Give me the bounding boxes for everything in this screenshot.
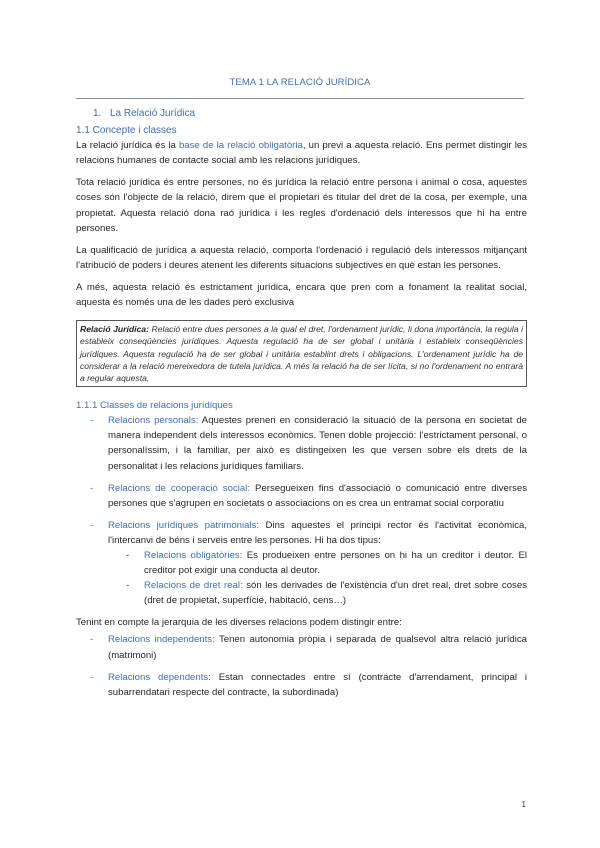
list-item-text: Dins aquestes el principi rector és l'activitat econòmica, l'intercanvi de béns i serveis entre les persones. Hi ha dos tipus: <box>108 519 528 546</box>
page-title: TEMA 1 LA RELACIÓ JURÍDICA <box>229 77 371 88</box>
sub-list-item-label: Relacions de dret real: <box>144 580 243 592</box>
section-title: La Relació Jurídica <box>110 108 196 119</box>
paragraph-1-after: , un previ a aquesta relació. Ens permet distingir les relacions humanes de contacte social amb les relacions jurídiques. <box>76 140 527 167</box>
hierarchy-list <box>76 632 527 699</box>
section-number: 1. <box>93 108 102 119</box>
highlight-link: base de la relació obligatòria <box>178 140 303 152</box>
list-item-label: Relacions independents: <box>108 634 215 646</box>
list-item-text: Tenen autonomia pròpia i separada de qualsevol altra relació jurídica (matrimoni) <box>108 634 527 661</box>
list-item-text: Estan connectades entre sí (contracte d'arrendament, principal i subarrendatari respecte del contracte, la subordinada) <box>108 671 527 698</box>
list-item-label: Relacions personals: <box>108 415 199 427</box>
list-item <box>76 518 527 609</box>
list-item-label: Relacions jurídiques patrimonials: <box>108 519 260 531</box>
page-number: 1 <box>521 800 526 809</box>
dash-bullet-icon: - <box>90 482 94 494</box>
dash-bullet-icon: - <box>90 415 94 427</box>
subsection-heading-1-1: 1.1 Concepte i classes <box>76 125 177 137</box>
patrimonial-types-list <box>108 548 527 608</box>
sub-list-item <box>108 548 527 578</box>
list-item-text: Persegueixen fins d'associació o comunicació entre diverses persones que s'agrupen en societats o associacions on es crea un entramat social corporatiu <box>108 482 528 509</box>
subsection-heading-1-1-1: 1.1.1 Classes de relacions jurídiques <box>76 400 233 412</box>
definition-term: Relació Jurídica: <box>80 324 149 335</box>
list-item <box>76 632 527 662</box>
section-heading-1 <box>76 106 527 121</box>
sub-list-item-text: Es produeixen entre persones on hi ha un creditor i deutor. El creditor pot exigir una conducta al deutor. <box>144 549 527 577</box>
list-item-label: Relacions de cooperació social: <box>108 482 251 494</box>
dash-bullet-icon: - <box>90 634 94 646</box>
dash-bullet-icon: - <box>126 549 130 561</box>
title-divider <box>76 98 524 99</box>
list-item <box>76 670 527 700</box>
sub-list-item-label: Relacions obligatòries: <box>144 549 243 561</box>
paragraph-1-before: La relació jurídica és la <box>76 140 179 152</box>
definition-box <box>76 320 527 387</box>
list-item <box>76 413 527 473</box>
dash-bullet-icon: - <box>90 671 94 683</box>
list-item-label: Relacions dependents: <box>108 671 211 683</box>
sub-list-item-text: són les derivades de l'existència d'un dret real, dret sobre coses (dret de propietat, superfície, habitació, cens…) <box>144 580 527 607</box>
document-body <box>76 106 527 707</box>
dash-bullet-icon: - <box>90 519 94 531</box>
dash-bullet-icon: - <box>126 580 130 592</box>
list-item-text: Aquestes prenen en consideració la situació de la persona en societat de manera independent dels interessos econòmics. Tenen doble projecció: l'estrictament personal, o personalíssim, i la familiar, per això es distingeixen les que versen sobre els drets de la personalitat i les relacions jurídiques familiars. <box>108 415 527 472</box>
paragraph-4: A més, aquesta relació és estrictament jurídica, encara que pren com a fonament la realitat social, aquesta és només una de les dades però exclusiva <box>76 281 527 309</box>
list-item <box>76 481 527 511</box>
classes-list <box>76 413 527 608</box>
sub-list-item <box>108 578 527 608</box>
paragraph-1 <box>76 138 527 168</box>
definition-text: Relació entre dues persones a la qual el dret, l'ordenament jurídic, li dona importància, la regula i estableix conseqüències jurídiques. Aquesta regulació ha de ser global i unitària i estableix conseqüències jurídiques. Aquesta regulació ha de ser global i unitària establint drets i obligacions. L'ordenament jurídic ha de considerar a la relació mereixedora de tutela jurídica. A més la relació ha de ser lícita, si no l'ordenament no entrarà a regular aquesta, <box>80 324 523 383</box>
paragraph-3: La qualificació de jurídica a aquesta relació, comporta l'ordenació i regulació dels interessos mitjançant l'atribució de poders i deures atenent les diferents situacions subjectives en què estan les persones. <box>76 244 527 271</box>
paragraph-5: Tenint en compte la jerarquia de les diverses relacions podem distingir entre: <box>76 617 402 629</box>
paragraph-2: Tota relació jurídica és entre persones, no és jurídica la relació entre persona i animal o cosa, aquestes coses són l'objecte de la relació, direm que el propietari és titular del dret de la cosa, per exemple, una propietat. Aquesta relació dona raó jurídica i les regles d'ordenació dels interessos que hi ha entre persones. <box>76 177 527 234</box>
